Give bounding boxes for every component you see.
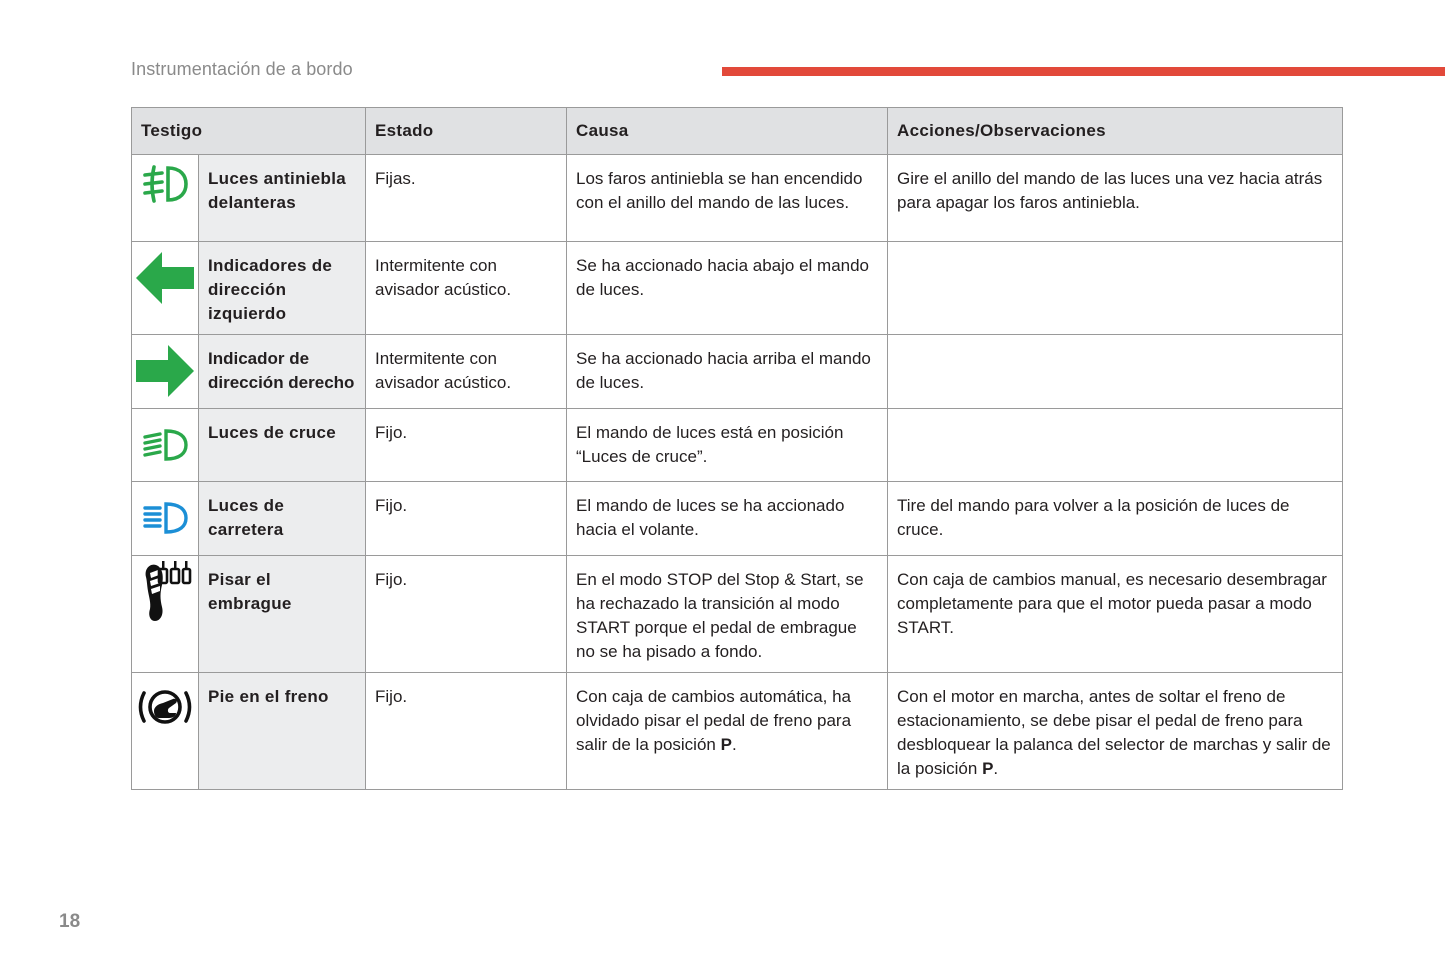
estado-cell: Fijo. — [366, 556, 567, 673]
high-beam-icon — [140, 498, 190, 538]
estado-cell: Fijo. — [366, 409, 567, 482]
icon-cell — [132, 242, 199, 335]
acciones-cell — [888, 673, 1343, 790]
acciones-text-end: . — [993, 759, 999, 778]
table-row — [132, 409, 1343, 482]
warning-name-cell: Indicadores de dirección izquierdo — [199, 242, 366, 335]
table-row — [132, 673, 1343, 790]
warning-name-cell: Pie en el freno — [199, 673, 366, 790]
foot-on-brake-icon — [135, 685, 195, 729]
column-header-acciones: Acciones/Observaciones — [888, 108, 1343, 155]
clutch-pedal-icon — [138, 559, 192, 623]
section-title: Instrumentación de a bordo — [131, 59, 353, 79]
table-header-row — [132, 108, 1343, 155]
icon-cell — [132, 556, 199, 673]
icon-cell — [132, 409, 199, 482]
column-header-testigo: Testigo — [132, 108, 366, 155]
right-arrow-icon — [134, 343, 196, 399]
warning-name-cell: Luces de carretera — [199, 482, 366, 556]
warning-lights-table — [131, 107, 1343, 790]
acciones-cell — [888, 242, 1343, 335]
causa-text: Con caja de cambios automática, ha olvidado pisar el pedal de freno para salir de la posición — [576, 687, 852, 754]
estado-cell: Fijo. — [366, 673, 567, 790]
acciones-cell: Con caja de cambios manual, es necesario desembragar completamente para que el motor pueda pasar a modo START. — [888, 556, 1343, 673]
icon-cell — [132, 482, 199, 556]
causa-cell: Los faros antiniebla se han encendido con el anillo del mando de las luces. — [567, 155, 888, 242]
causa-cell: El mando de luces se ha accionado hacia el volante. — [567, 482, 888, 556]
gear-position-label: P — [982, 759, 994, 778]
warning-name-cell: Luces antiniebla delanteras — [199, 155, 366, 242]
fog-light-front-icon — [140, 163, 190, 205]
table-row — [132, 482, 1343, 556]
header-accent-bar — [722, 67, 1445, 76]
causa-cell: Se ha accionado hacia arriba el mando de luces. — [567, 335, 888, 409]
acciones-cell: Gire el anillo del mando de las luces una vez hacia atrás para apagar los faros antiniebla. — [888, 155, 1343, 242]
acciones-cell — [888, 409, 1343, 482]
acciones-cell: Tire del mando para volver a la posición de luces de cruce. — [888, 482, 1343, 556]
icon-cell — [132, 335, 199, 409]
low-beam-icon — [140, 425, 190, 465]
causa-cell: Se ha accionado hacia abajo el mando de luces. — [567, 242, 888, 335]
page-number: 18 — [59, 911, 81, 932]
estado-cell: Intermitente con avisador acústico. — [366, 242, 567, 335]
causa-cell: En el modo STOP del Stop & Start, se ha rechazado la transición al modo START porque el pedal de embrague no se ha pisado a fondo. — [567, 556, 888, 673]
column-header-causa: Causa — [567, 108, 888, 155]
causa-cell — [567, 673, 888, 790]
icon-cell — [132, 155, 199, 242]
estado-cell: Fijas. — [366, 155, 567, 242]
causa-text-end: . — [731, 735, 737, 754]
acciones-cell — [888, 335, 1343, 409]
estado-cell: Intermitente con avisador acústico. — [366, 335, 567, 409]
column-header-estado: Estado — [366, 108, 567, 155]
table-row — [132, 242, 1343, 335]
table-row — [132, 155, 1343, 242]
warning-name-cell: Pisar el embrague — [199, 556, 366, 673]
estado-cell: Fijo. — [366, 482, 567, 556]
table-row — [132, 556, 1343, 673]
icon-cell — [132, 673, 199, 790]
warning-name-cell: Luces de cruce — [199, 409, 366, 482]
acciones-text: Con el motor en marcha, antes de soltar el freno de estacionamiento, se debe pisar el pedal de freno para desbloquear la palanca del selector de marchas y salir de la posición — [897, 687, 1331, 778]
left-arrow-icon — [134, 250, 196, 306]
table-row — [132, 335, 1343, 409]
warning-name-cell: Indicador de dirección derecho — [199, 335, 366, 409]
causa-cell: El mando de luces está en posición “Luces de cruce”. — [567, 409, 888, 482]
gear-position-label: P — [720, 735, 732, 754]
